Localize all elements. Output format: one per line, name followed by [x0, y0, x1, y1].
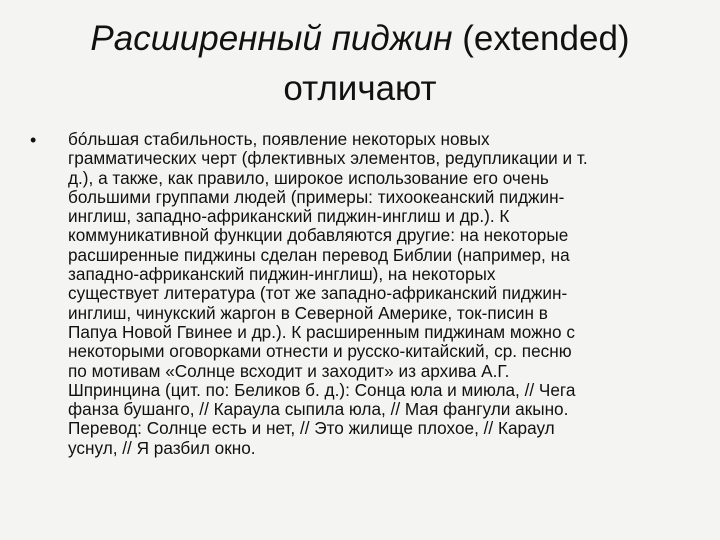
- bullet-text: бóльшая стабильность, появление некоторых новых грамматических черт (флективных элементов, редупликации и т. д.), а также, как правило, широкое использование его очень большими группами людей (примеры: тихоокеанский пиджин- инглиш, западно-африканский пиджин-инглиш и др.). К коммуникативной функции добавляются другие: на некоторые расширенные пиджины сделан перевод Библии (например, на западно-африканский пиджин-инглиш), на некоторых существует литература (тот же западно-африканский пиджин- инглиш, чинукский жаргон в Северной Америке, ток-писин в Папуа Новой Гвинее и др.). К расширенным пиджинам можно с некоторыми оговорками отнести и русско-китайский, ср. песню по мотивам «Солнце всходит и заходит» из архива А.Г. Шпринцина (цит. по: Беликов б. д.): Сонца юла и миюла, // Чега фанза бушанго, // Караула сыпила юла, // Мая фангули акыно. Перевод: Солнце есть и нет, // Это жилище плохое, // Караул уснул, // Я разбил окно.: [68, 129, 588, 458]
- title-line-2: отличают: [283, 69, 437, 108]
- title-italic-part: Расширенный пиджин: [90, 19, 453, 58]
- title-plain-part: (extended): [452, 19, 630, 58]
- slide-title: [0, 14, 720, 114]
- bullet-item: [30, 130, 682, 458]
- title-line-1: [0, 14, 720, 64]
- bullet-marker: •: [30, 130, 37, 150]
